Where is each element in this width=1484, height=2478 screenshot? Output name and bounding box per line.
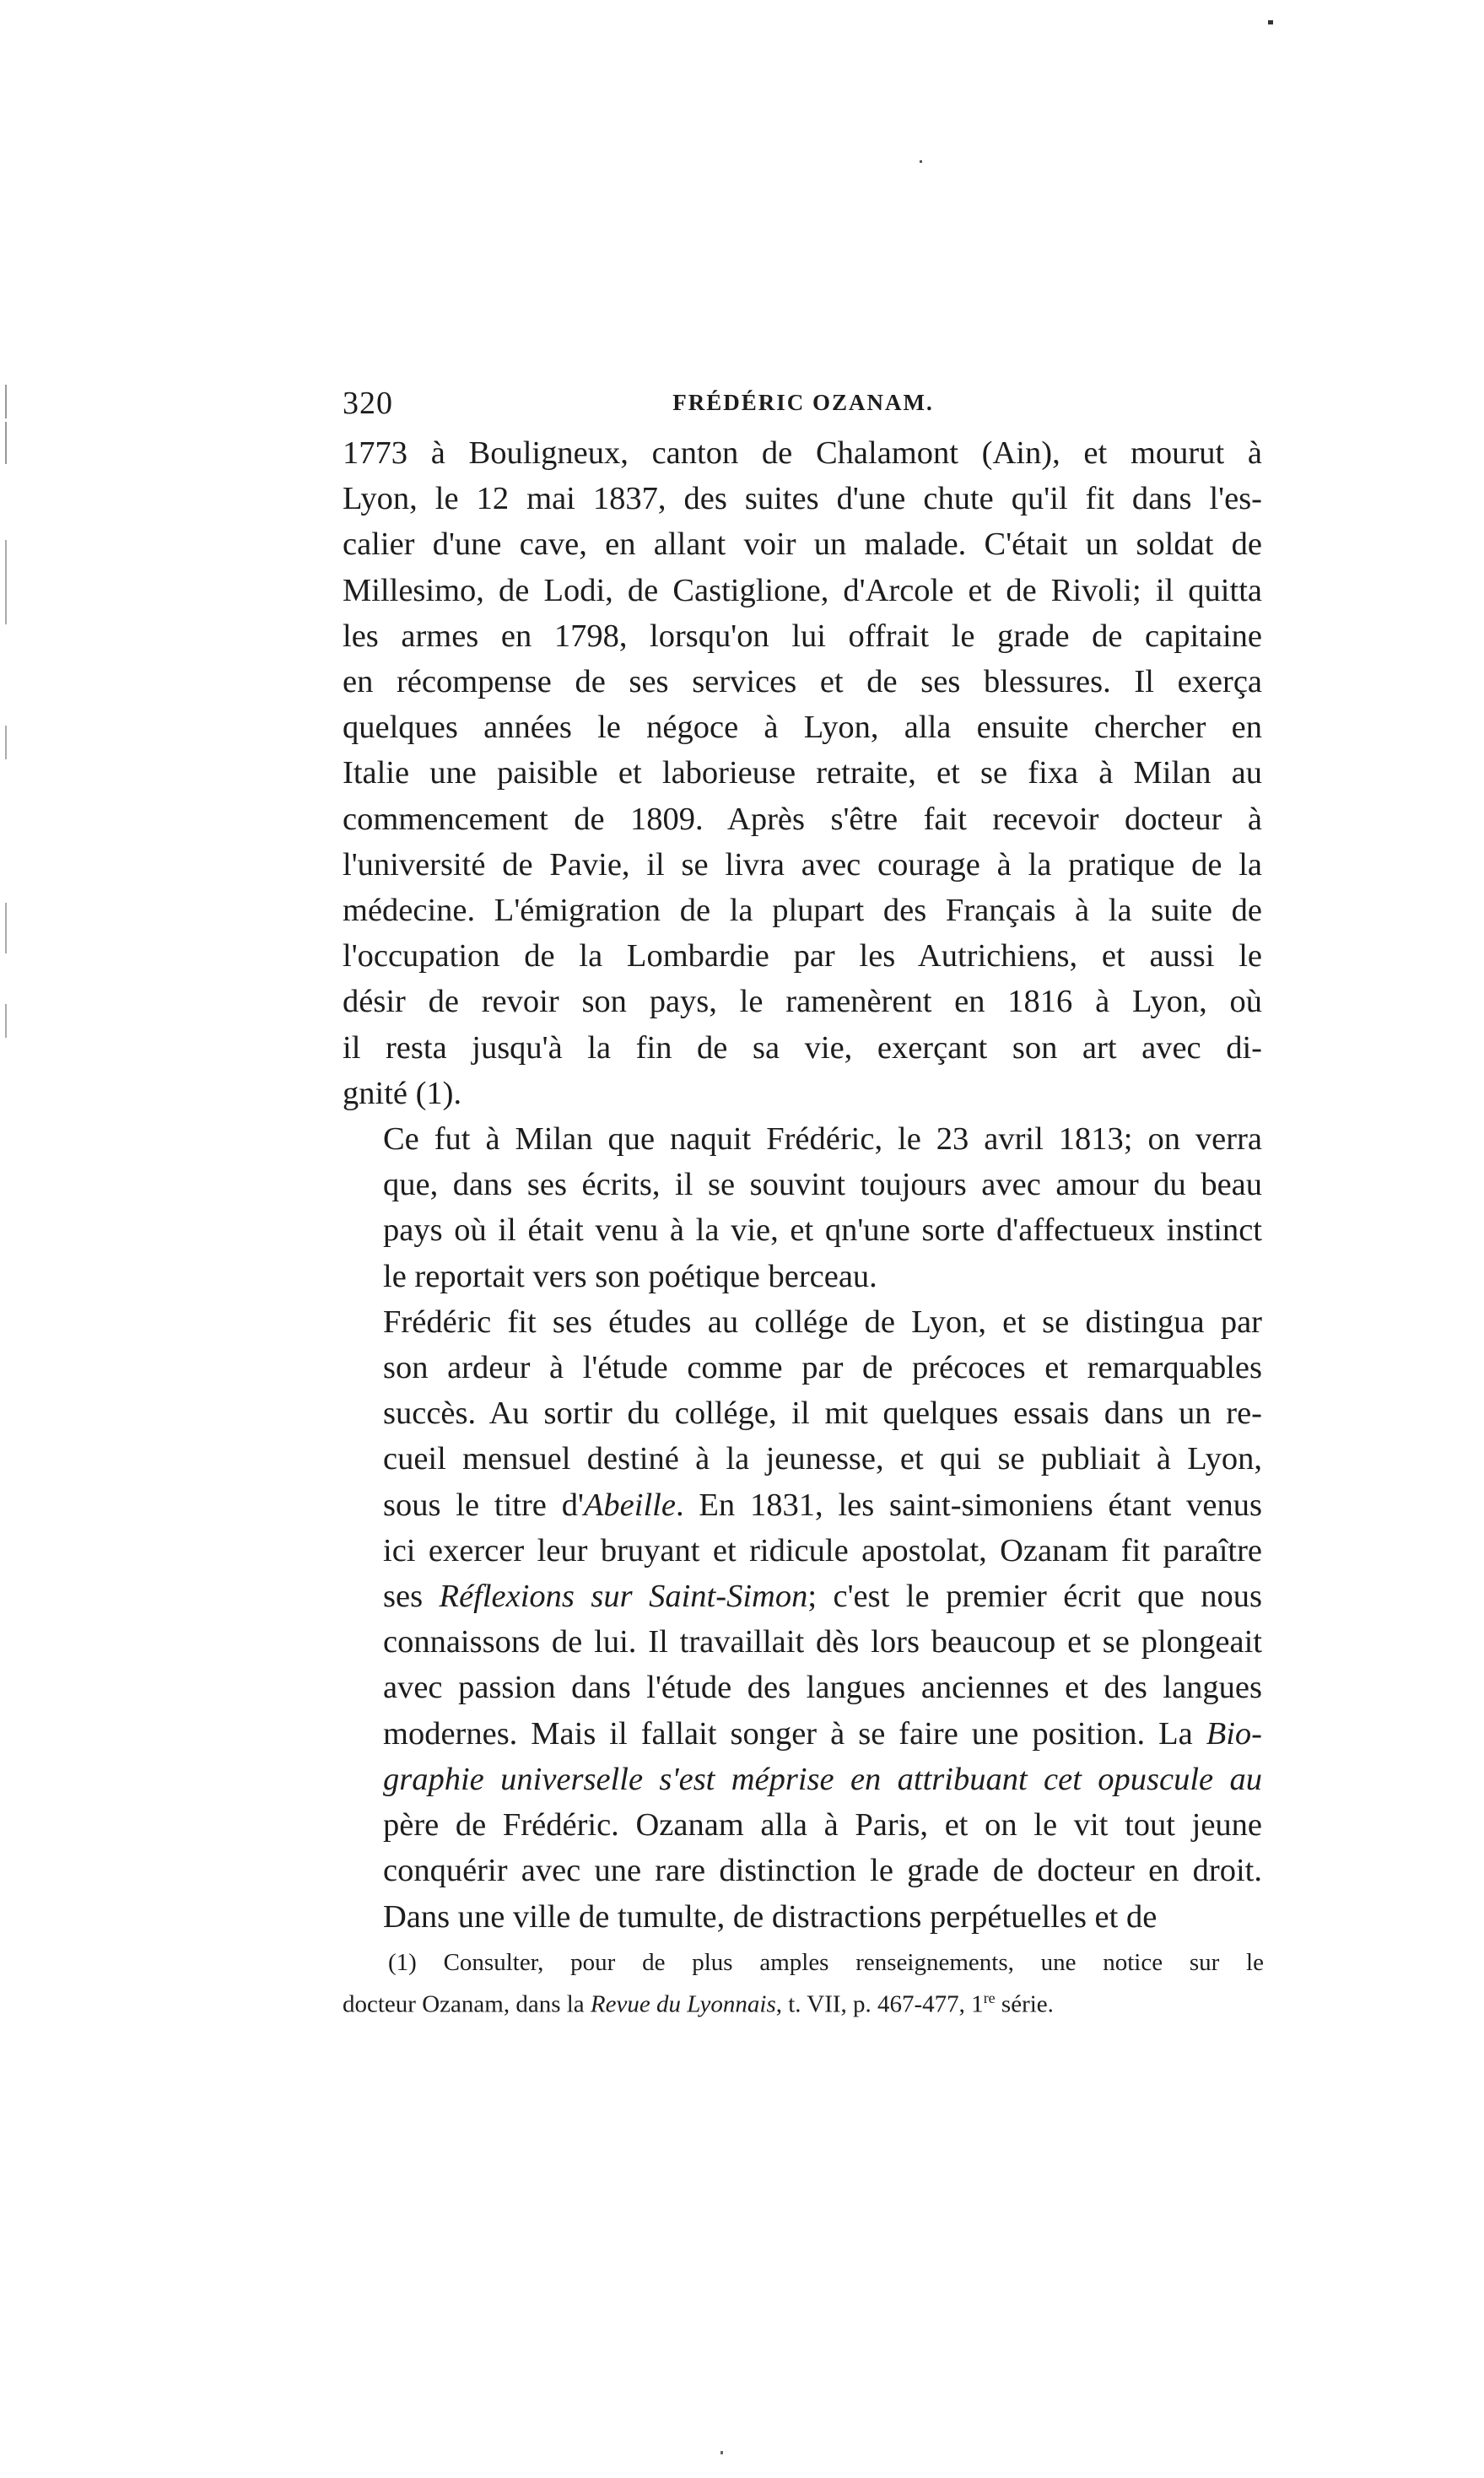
text-line: le reportait vers son poétique berceau. xyxy=(383,1258,877,1294)
text-line xyxy=(343,1894,1262,1940)
text-segment: connaissons de lui. Il travaillait dès lors beaucoup et se plongeait xyxy=(383,1624,1262,1660)
footnote-line-2 xyxy=(343,1980,1264,2022)
paragraph-2 xyxy=(343,1116,1262,1299)
text-segment: ici exercer leur bruyant et ridicule apostolat, Ozanam fit paraître xyxy=(383,1532,1262,1568)
edge-mark xyxy=(5,1004,7,1038)
text-segment: ; c'est le premier écrit que nous xyxy=(807,1579,1262,1615)
text-segment: Frédéric fit ses études au collége de Lyon, et se distingua par xyxy=(383,1304,1262,1340)
text-line: Millesimo, de Lodi, de Castiglione, d'Arcole et de Rivoli; il quitta xyxy=(343,572,1262,608)
text-segment: ses xyxy=(383,1579,440,1615)
text-line: l'occupation de la Lombardie par les Autrichiens, et aussi le xyxy=(343,938,1262,974)
footnote-journal-title: Revue du Lyonnais xyxy=(590,1990,776,2018)
text-line: désir de revoir son pays, le ramenèrent en 1816 à Lyon, où xyxy=(343,984,1262,1020)
body-text xyxy=(343,430,1262,1940)
paragraph-1 xyxy=(343,430,1262,1116)
speck xyxy=(920,160,922,163)
footnote-text-start: docteur Ozanam, dans la xyxy=(343,1990,591,2018)
edge-mark xyxy=(5,903,7,953)
text-line: Italie une paisible et laborieuse retraite, et se fixa à Milan au xyxy=(343,755,1262,791)
footnote-text-end: , t. VII, p. 467-477, 1 xyxy=(775,1990,984,2018)
text-line: pays où il était venu à la vie, et qn'une sorte d'affectueux instinct xyxy=(383,1212,1262,1249)
text-line: que, dans ses écrits, il se souvint toujours avec amour du beau xyxy=(383,1167,1262,1203)
text-line: Ce fut à Milan que naquit Frédéric, le 23 avril 1813; on verra xyxy=(383,1121,1262,1158)
text-line: quelques années le négoce à Lyon, alla ensuite chercher en xyxy=(343,710,1262,746)
italic-title: s'est méprise en attribuant cet opuscule au xyxy=(643,1761,1262,1797)
text-segment: sous le titre d' xyxy=(383,1487,584,1523)
italic-title: Abeille xyxy=(583,1487,676,1523)
text-line: 1773 à Bouligneux, canton de Chalamont (Ain), et mourut à xyxy=(343,435,1262,471)
paragraph-3 xyxy=(343,1299,1262,1940)
text-line xyxy=(343,1848,1262,1893)
running-title: FRÉDÉRIC OZANAM. xyxy=(672,390,934,415)
text-line xyxy=(343,1711,1262,1757)
text-line xyxy=(343,1802,1262,1848)
page-number: 320 xyxy=(343,386,393,421)
text-line: médecine. L'émigration de la plupart des Français à la suite de xyxy=(343,893,1262,929)
text-line: les armes en 1798, lorsqu'on lui offrait le grade de capitaine xyxy=(343,618,1262,654)
text-line xyxy=(343,1345,1262,1390)
text-segment: conquérir avec une rare distinction le grade de docteur en droit. xyxy=(383,1853,1262,1889)
text-line: l'université de Pavie, il se livra avec courage à la pratique de la xyxy=(343,846,1262,883)
footnote-line-1: (1) Consulter, pour de plus amples renseignements, une notice sur le xyxy=(388,1949,1264,1976)
text-line xyxy=(343,1665,1262,1710)
text-line: gnité (1). xyxy=(343,1075,462,1111)
text-segment: avec passion dans l'étude des langues anciennes et des langues xyxy=(383,1670,1262,1706)
text-line: commencement de 1809. Après s'être fait recevoir docteur à xyxy=(343,801,1262,837)
text-line xyxy=(343,1574,1262,1619)
footnote xyxy=(343,1945,1264,2022)
italic-title: Bio- xyxy=(1206,1715,1262,1752)
text-segment: succès. Au sortir du collége, il mit quelques essais dans un re- xyxy=(383,1396,1262,1432)
text-line xyxy=(343,1436,1262,1482)
speck xyxy=(1268,20,1273,24)
text-line xyxy=(343,1390,1262,1436)
text-line xyxy=(343,1528,1262,1574)
text-line xyxy=(343,1757,1262,1802)
text-line xyxy=(343,1619,1262,1665)
footnote-superscript: re xyxy=(983,1989,996,2006)
text-segment: Dans une ville de tumulte, de distractions perpétuelles et de xyxy=(383,1898,1158,1935)
speck xyxy=(720,2451,723,2454)
text-line: en récompense de ses services et de ses blessures. Il exerça xyxy=(343,664,1262,700)
page-header xyxy=(343,385,1264,427)
text-segment: son ardeur à l'étude comme par de précoces et remarquables xyxy=(383,1350,1262,1386)
text-segment: père de Frédéric. Ozanam alla à Paris, et on le vit tout jeune xyxy=(383,1807,1262,1844)
italic-title: Réflexions sur Saint-Simon xyxy=(439,1579,808,1615)
italic-title: graphie universelle xyxy=(383,1761,644,1797)
footnote-text-tail: série. xyxy=(995,1990,1054,2018)
text-line xyxy=(343,1482,1262,1528)
text-segment: . En 1831, les saint-simoniens étant venus xyxy=(675,1487,1262,1523)
edge-mark xyxy=(5,385,7,418)
edge-mark xyxy=(5,726,7,759)
text-segment: modernes. Mais il fallait songer à se faire une position. La xyxy=(383,1715,1206,1752)
text-segment: cueil mensuel destiné à la jeunesse, et qui se publiait à Lyon, xyxy=(383,1441,1262,1477)
text-line: calier d'une cave, en allant voir un malade. C'était un soldat de xyxy=(343,526,1262,563)
edge-mark xyxy=(5,540,7,624)
edge-mark xyxy=(5,422,7,464)
text-line: il resta jusqu'à la fin de sa vie, exerçant son art avec di- xyxy=(343,1029,1262,1066)
text-line xyxy=(343,1299,1262,1345)
text-line: Lyon, le 12 mai 1837, des suites d'une chute qu'il fit dans l'es- xyxy=(343,481,1262,517)
